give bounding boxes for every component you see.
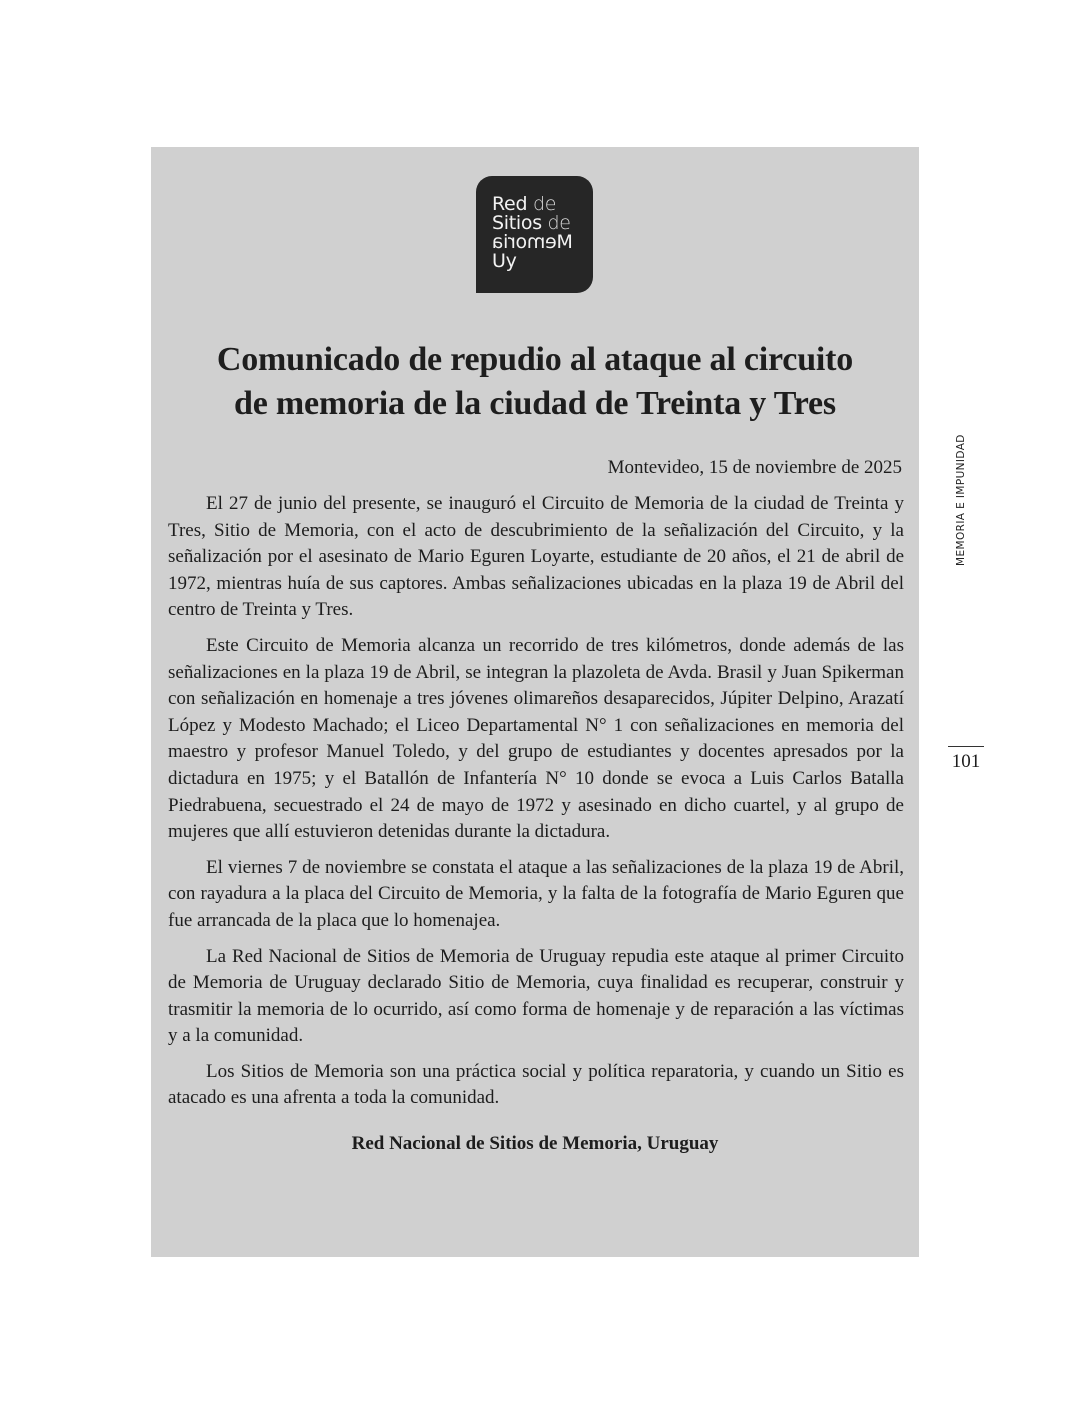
page-number-rule	[948, 746, 984, 747]
paragraph: El viernes 7 de noviembre se constata el ataque a las señalizaciones de la plaza 19 de Abril, con rayadura a la placa del Circuito de Memoria, y la falta de la fotografía de Mario Eguren que fue arrancada de la placa que lo homenajea.	[168, 856, 904, 931]
paragraph: El 27 de junio del presente, se inauguró el Circuito de Memoria de la ciudad de Treinta y Tres, Sitio de Memoria, con el acto de descubrimiento de la señalización del Circuito, y la señalización por el asesinato de Mario Eguren Loyarte, estudiante de 20 años, el 21 de abril de 1972, mientras huía de sus captores. Ambas señalizaciones ubicadas en la plaza 19 de Abril del centro de Treinta y Tres.	[168, 493, 904, 621]
running-header-vertical: MEMORIA E IMPUNIDAD	[955, 434, 967, 566]
logo-line-2: Sitios de	[492, 212, 571, 234]
paragraph: La Red Nacional de Sitios de Memoria de Uruguay repudia este ataque al primer Circuito de Memoria de Uruguay declarado Sitio de Memoria, cuya finalidad es recuperar, construir y trasmitir la memoria de lo ocurrido, así como forma de homenaje y de reparación a las víctimas y a la comunidad.	[168, 945, 904, 1047]
signature: Red Nacional de Sitios de Memoria, Uruguay	[351, 1133, 719, 1154]
document-title	[151, 338, 919, 426]
title-line-1: Comunicado de repudio al ataque al circuito	[216, 341, 854, 378]
logo-line-1: Red de	[492, 193, 557, 215]
page-number: 101	[951, 751, 981, 772]
logo-line-4: Uy	[492, 250, 517, 272]
document-panel	[151, 147, 919, 1257]
document-date: Montevideo, 15 de noviembre de 2025	[607, 457, 902, 478]
title-line-2: de memoria de la ciudad de Treinta y Tres	[234, 385, 836, 422]
red-sitios-memoria-logo	[476, 176, 593, 293]
paragraph: Este Circuito de Memoria alcanza un recorrido de tres kilómetros, donde además de las señalizaciones en la plaza 19 de Abril, se integran la plazoleta de Avda. Brasil y Juan Spikerman con señalización en homenaje a tres jóvenes olimareños desaparecidos, Júpiter Delpino, Arazatí López y Modesto Machado; el Liceo Departamental N° 1 con señalizaciones en memoria del maestro y profesor Manuel Toledo, y del grupo de estudiantes y docentes apresados por la dictadura en 1975; y el Batallón de Infantería N° 10 donde se evoca a Luis Carlos Batalla Piedrabuena, secuestrado el 24 de mayo de 1972 y asesinado en dicho cuartel, y al grupo de mujeres que allí estuvieron detenidas durante la dictadura.	[168, 634, 904, 843]
paragraph: Los Sitios de Memoria son una práctica social y política reparatoria, y cuando un Sitio es atacado es una afrenta a toda la comunidad.	[168, 1060, 904, 1109]
document-body	[168, 491, 904, 1121]
logo-line-3: Memoria	[492, 231, 573, 253]
